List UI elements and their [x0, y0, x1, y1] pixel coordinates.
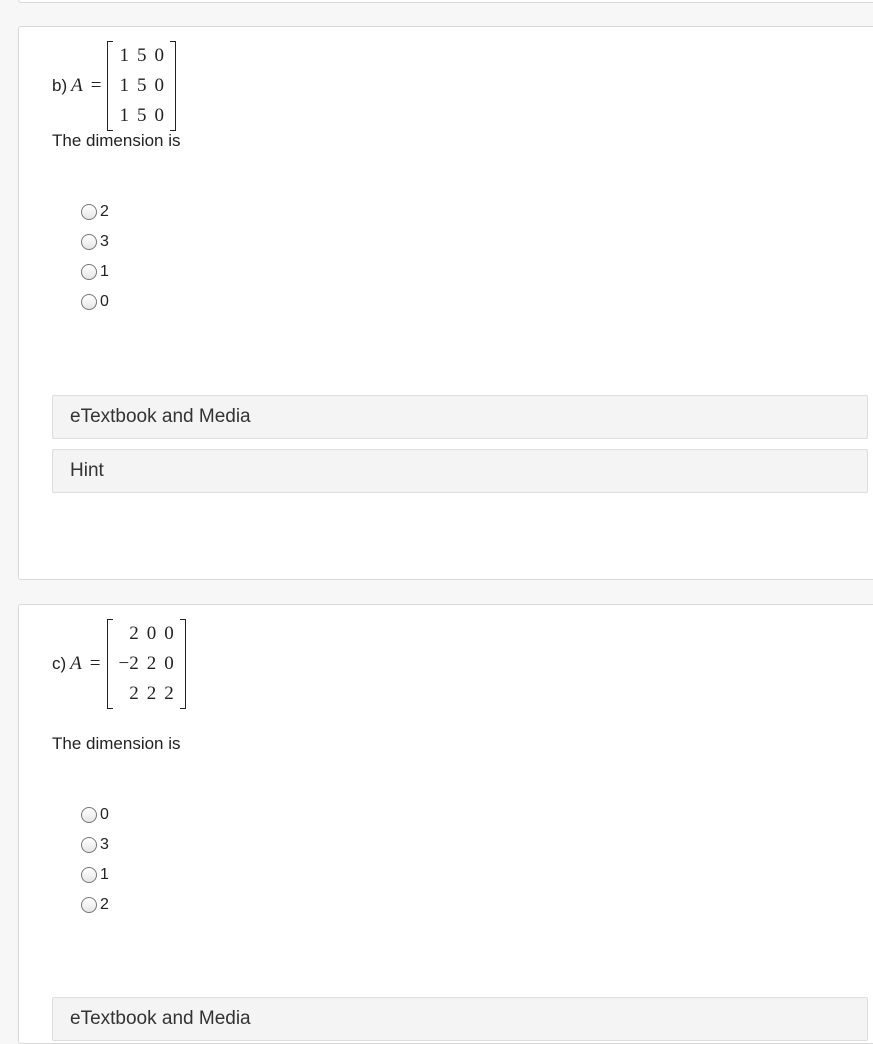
equals-sign: = [89, 653, 101, 674]
answer-option[interactable] [81, 890, 109, 920]
matrix-cell: 2 [146, 653, 157, 674]
answer-option-label: 0 [100, 806, 109, 823]
equals-sign: = [90, 75, 102, 96]
question-card-c [18, 604, 873, 1044]
radio-button[interactable] [81, 234, 97, 250]
radio-button[interactable] [81, 897, 97, 913]
matrix-cell: 1 [119, 45, 129, 66]
matrix-cell: 0 [164, 623, 174, 644]
question-b-prompt: The dimension is [52, 131, 181, 150]
answer-option[interactable] [81, 800, 109, 830]
etextbook-media-button[interactable]: eTextbook and Media [52, 997, 868, 1041]
matrix-cell: −2 [118, 653, 139, 674]
question-c-prefix: c) [52, 654, 67, 673]
matrix-cell: 0 [146, 623, 157, 644]
answer-option-label: 2 [100, 896, 109, 913]
answer-option-label: 3 [100, 836, 109, 853]
question-c-equation [52, 619, 186, 709]
radio-button[interactable] [81, 294, 97, 310]
matrix-cell: 5 [136, 105, 147, 126]
radio-button[interactable] [81, 837, 97, 853]
radio-button[interactable] [81, 807, 97, 823]
answer-option-label: 1 [100, 866, 109, 883]
question-c-options [81, 800, 109, 920]
matrix-cell: 2 [129, 623, 139, 644]
matrix-cell: 1 [119, 105, 129, 126]
radio-button[interactable] [81, 204, 97, 220]
answer-option[interactable] [81, 287, 109, 317]
answer-option-label: 1 [100, 263, 109, 280]
question-c-prompt: The dimension is [52, 734, 181, 753]
answer-option-label: 2 [100, 203, 109, 220]
matrix-b [107, 41, 176, 131]
matrix-cell: 2 [164, 683, 174, 704]
matrix-cell: 2 [146, 683, 157, 704]
matrix-cell: 0 [164, 653, 174, 674]
answer-option[interactable] [81, 197, 109, 227]
answer-option[interactable] [81, 860, 109, 890]
answer-option-label: 3 [100, 233, 109, 250]
matrix-cell: 5 [136, 75, 147, 96]
matrix-cell: 2 [129, 683, 139, 704]
etextbook-media-button[interactable]: eTextbook and Media [52, 395, 868, 439]
matrix-cell: 0 [154, 45, 164, 66]
matrix-cell: 0 [154, 75, 164, 96]
question-b-options [81, 197, 109, 317]
matrix-variable: A [71, 75, 83, 96]
matrix-cell: 0 [154, 105, 164, 126]
answer-option[interactable] [81, 257, 109, 287]
question-b-prefix: b) [52, 76, 68, 95]
previous-question-card [18, 0, 873, 3]
answer-option[interactable] [81, 227, 109, 257]
answer-option-label: 0 [100, 293, 109, 310]
matrix-cell: 1 [119, 75, 129, 96]
question-card-b [18, 26, 873, 580]
radio-button[interactable] [81, 264, 97, 280]
matrix-variable: A [70, 653, 82, 674]
radio-button[interactable] [81, 867, 97, 883]
matrix-c [107, 619, 186, 709]
hint-button[interactable]: Hint [52, 449, 868, 493]
question-b-equation [52, 41, 176, 131]
matrix-cell: 5 [136, 45, 147, 66]
answer-option[interactable] [81, 830, 109, 860]
